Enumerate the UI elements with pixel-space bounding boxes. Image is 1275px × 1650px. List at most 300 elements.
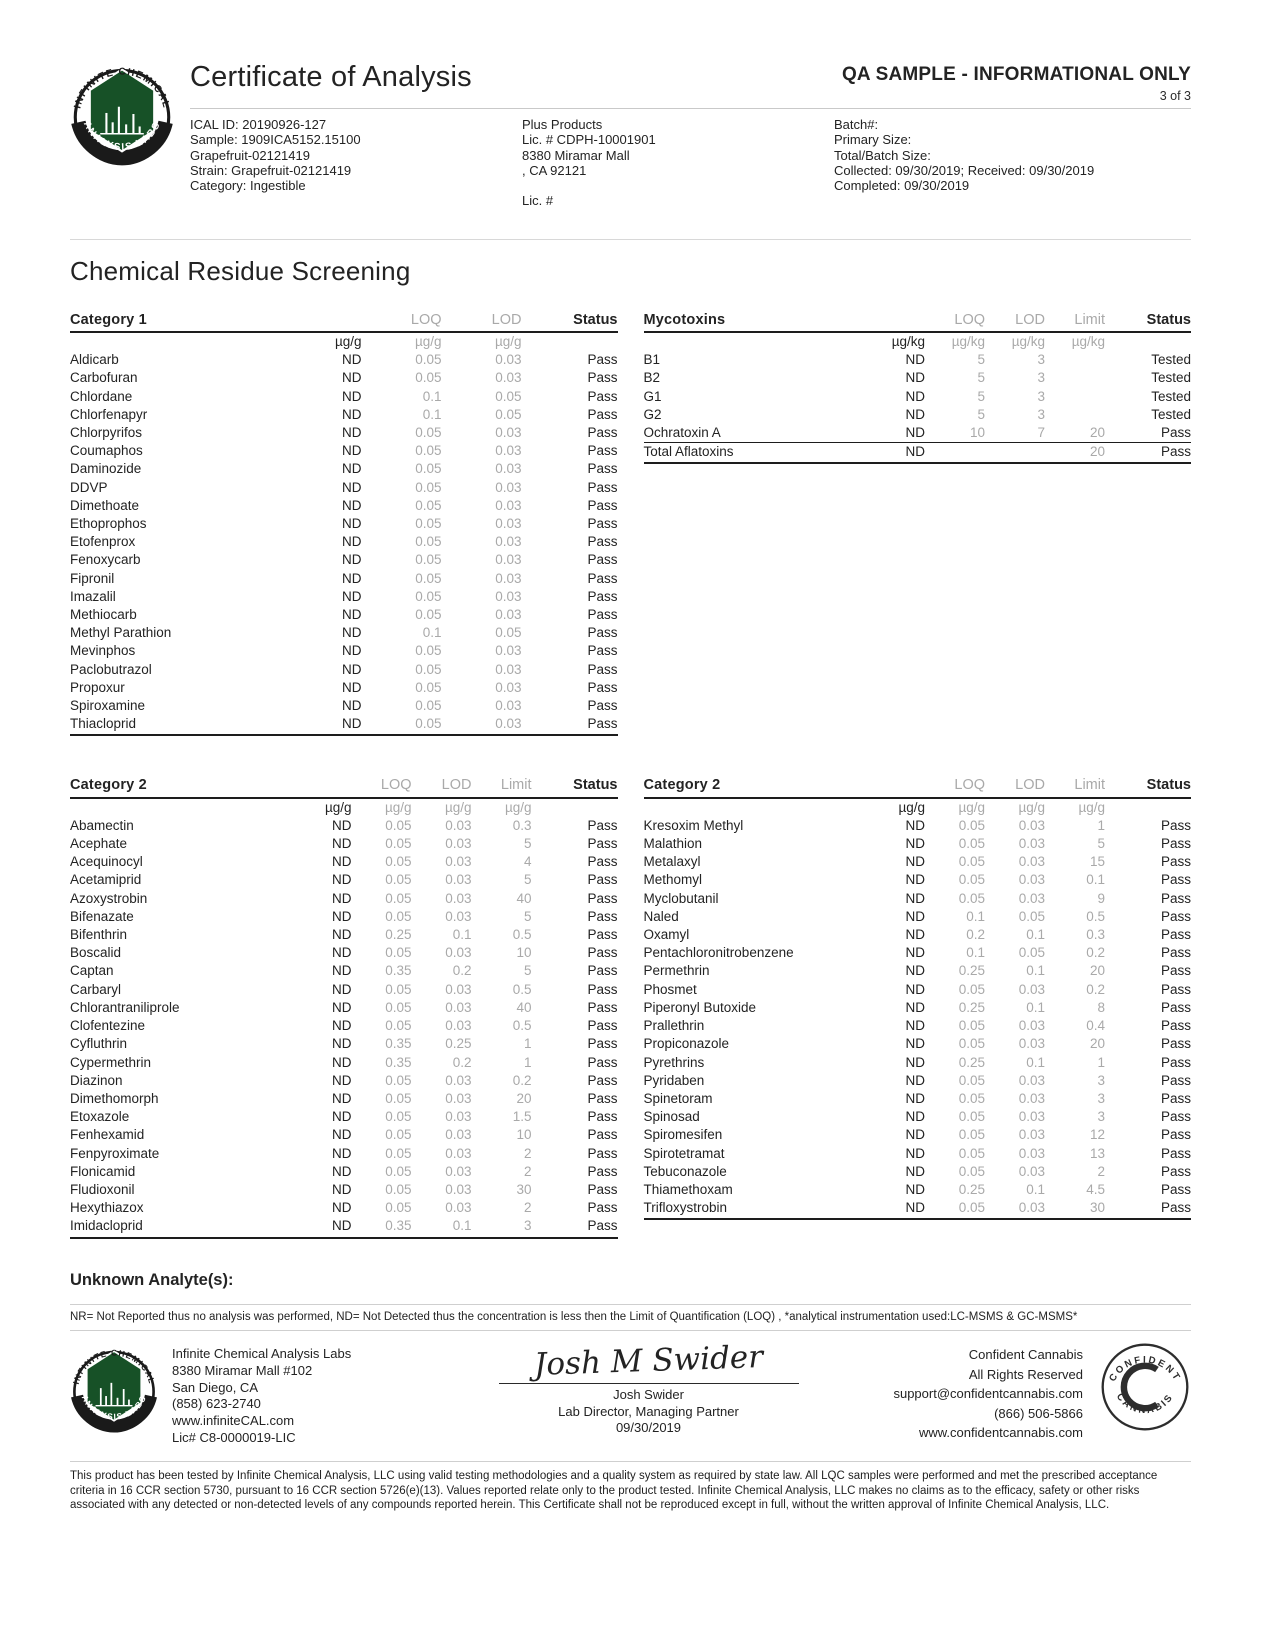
result-value: ND bbox=[342, 497, 362, 513]
analyte-name: Spiroxamine bbox=[70, 698, 146, 714]
analyte-name: Bifenazate bbox=[70, 908, 134, 924]
table-row bbox=[644, 908, 1192, 926]
category2-left-table bbox=[70, 776, 618, 1238]
table-row bbox=[70, 424, 618, 442]
analyte-name: Bifenthrin bbox=[70, 927, 128, 943]
signer-name: Josh Swider bbox=[613, 1387, 684, 1403]
result-value: 0.05 bbox=[385, 1181, 412, 1197]
result-value: ND bbox=[332, 817, 352, 833]
analyte-name: Prallethrin bbox=[643, 1018, 705, 1034]
status-value: Pass bbox=[587, 836, 618, 852]
result-value: 15 bbox=[1089, 854, 1105, 870]
batch-meta-line: Collected: 09/30/2019; Received: 09/30/2019 bbox=[834, 162, 1095, 178]
result-value: 0.05 bbox=[958, 1072, 985, 1088]
result-value: 2 bbox=[1097, 1163, 1105, 1179]
client-meta-line: 8380 Miramar Mall bbox=[522, 147, 630, 163]
analyte-name: Pentachloronitrobenzene bbox=[643, 945, 794, 961]
analyte-name: Phosmet bbox=[643, 981, 697, 997]
result-value: 0.2 bbox=[966, 927, 985, 943]
result-value: 0.25 bbox=[445, 1036, 472, 1052]
status-value: Pass bbox=[1160, 908, 1191, 924]
result-value: 0.03 bbox=[495, 370, 522, 386]
batch-meta-line: Total/Batch Size: bbox=[834, 147, 931, 163]
section-divider bbox=[70, 239, 1191, 240]
status-value: Pass bbox=[587, 1054, 618, 1070]
result-value: 10 bbox=[516, 1127, 532, 1143]
result-value: 0.05 bbox=[958, 981, 985, 997]
result-value: 3 bbox=[1097, 1072, 1105, 1088]
result-value: 5 bbox=[977, 352, 985, 368]
status-value: Pass bbox=[587, 1018, 618, 1034]
table-row bbox=[644, 1163, 1192, 1181]
result-value: 0.4 bbox=[1086, 1018, 1105, 1034]
result-value: ND bbox=[342, 588, 362, 604]
infinite-chemical-logo-icon bbox=[70, 60, 174, 168]
header-main bbox=[190, 60, 1191, 209]
analyte-name: Methyl Parathion bbox=[70, 625, 172, 641]
result-value: 0.03 bbox=[1018, 1109, 1045, 1125]
unit-spacer bbox=[1105, 332, 1191, 351]
unit-spacer bbox=[522, 332, 618, 351]
result-value: ND bbox=[342, 443, 362, 459]
status-value: Pass bbox=[587, 443, 618, 459]
analyte-name: Carbofuran bbox=[70, 370, 138, 386]
analyte-name: Fenoxycarb bbox=[70, 552, 141, 568]
sample-meta-line: Sample: 1909ICA5152.15100 bbox=[190, 132, 361, 148]
unit-label: µg/kg bbox=[891, 333, 925, 349]
result-value: 0.05 bbox=[415, 497, 442, 513]
unit-label: µg/g bbox=[494, 333, 522, 349]
result-value: ND bbox=[905, 1072, 925, 1088]
qa-banner: QA SAMPLE - INFORMATIONAL ONLY bbox=[841, 64, 1191, 85]
result-value: 5 bbox=[977, 370, 985, 386]
lab-contact-line: Lic# C8-0000019-LIC bbox=[172, 1430, 296, 1446]
table-row bbox=[644, 1181, 1192, 1199]
column-header: LOD bbox=[985, 311, 1045, 332]
unit-label: µg/g bbox=[384, 799, 412, 815]
result-value: 0.2 bbox=[1086, 981, 1105, 997]
table-row bbox=[70, 890, 618, 908]
result-value: 5 bbox=[523, 872, 532, 888]
sample-meta-line: ICAL ID: 20190926-127 bbox=[190, 117, 327, 132]
result-value: 3 bbox=[1037, 406, 1045, 422]
unit-spacer bbox=[1105, 798, 1191, 817]
table-row bbox=[644, 369, 1192, 387]
result-value: ND bbox=[905, 1145, 925, 1161]
result-value: 3 bbox=[1037, 388, 1045, 404]
result-value: ND bbox=[342, 352, 362, 368]
result-value: 0.03 bbox=[445, 1145, 472, 1161]
result-value: 0.03 bbox=[445, 1072, 472, 1088]
result-value: 0.05 bbox=[415, 698, 442, 714]
column-header: LOD bbox=[985, 776, 1045, 797]
result-value: 0.05 bbox=[495, 388, 522, 404]
result-value: ND bbox=[905, 836, 925, 852]
result-value: 20 bbox=[1089, 963, 1105, 979]
lab-contact-line: San Diego, CA bbox=[172, 1379, 258, 1395]
analyte-name: G2 bbox=[643, 406, 662, 422]
table-row bbox=[644, 944, 1192, 962]
signature-date: 09/30/2019 bbox=[615, 1420, 682, 1436]
table-row bbox=[70, 1163, 618, 1181]
status-value: Pass bbox=[587, 679, 618, 695]
unit-label: µg/g bbox=[324, 799, 352, 815]
status-value: Pass bbox=[587, 817, 618, 833]
analyte-name: DDVP bbox=[70, 479, 108, 495]
analyte-name: Aldicarb bbox=[70, 352, 119, 368]
result-value: 0.05 bbox=[385, 1127, 412, 1143]
analyte-name: Metalaxyl bbox=[643, 854, 701, 870]
status-value: Pass bbox=[587, 1200, 618, 1216]
result-value: 0.05 bbox=[385, 1145, 412, 1161]
status-value: Pass bbox=[587, 963, 618, 979]
status-value: Pass bbox=[587, 552, 618, 568]
client-meta-line: Lic. # bbox=[522, 193, 554, 209]
result-value: 3 bbox=[1097, 1109, 1105, 1125]
abbreviation-note: NR= Not Reported thus no analysis was performed, ND= Not Detected thus the concentration is less then the Limit of Quantification (LOQ) , *analytical instrumentation used:LC-MSMS & GC-MSMS* bbox=[70, 1304, 1191, 1332]
result-value: 0.05 bbox=[385, 872, 412, 888]
analyte-name: Malathion bbox=[643, 836, 703, 852]
status-value: Pass bbox=[587, 1036, 618, 1052]
status-value: Pass bbox=[587, 406, 618, 422]
analyte-name: Propoxur bbox=[70, 679, 125, 695]
batch-meta-line: Batch#: bbox=[834, 117, 879, 132]
confident-contact-line: www.confidentcannabis.com bbox=[918, 1425, 1083, 1441]
status-value: Pass bbox=[587, 1163, 618, 1179]
analyte-name: Imidacloprid bbox=[70, 1217, 290, 1237]
unit-spacer bbox=[644, 332, 864, 351]
table-row bbox=[644, 1072, 1192, 1090]
result-value: ND bbox=[905, 872, 925, 888]
status-value: Pass bbox=[1160, 854, 1191, 870]
result-value: ND bbox=[332, 872, 352, 888]
column-header: Limit bbox=[1045, 311, 1105, 332]
unit-label: µg/g bbox=[898, 799, 925, 815]
result-value: 13 bbox=[1089, 1145, 1105, 1161]
result-value: 0.05 bbox=[415, 643, 442, 659]
footer-confident-block bbox=[839, 1339, 1191, 1443]
footer-lab-block bbox=[70, 1339, 458, 1447]
result-value: ND bbox=[905, 927, 925, 943]
result-value: 0.1 bbox=[452, 927, 472, 943]
status-value: Pass bbox=[587, 607, 618, 623]
column-header: LOQ bbox=[362, 311, 442, 332]
result-value: 0.03 bbox=[495, 698, 522, 714]
result-value: 0.03 bbox=[495, 643, 522, 659]
result-value: 0.03 bbox=[1018, 854, 1045, 870]
table-row bbox=[644, 1199, 1192, 1219]
sample-meta-line: Category: Ingestible bbox=[190, 178, 306, 194]
confident-cannabis-logo-icon bbox=[1099, 1341, 1191, 1433]
column-header: Status bbox=[1105, 311, 1191, 332]
result-value: 0.35 bbox=[385, 963, 412, 979]
status-value: Pass bbox=[587, 1127, 618, 1143]
analyte-name: Naled bbox=[643, 908, 679, 924]
result-value: ND bbox=[342, 479, 362, 495]
result-value: 0.05 bbox=[415, 534, 442, 550]
lab-contact-line: www.infiniteCAL.com bbox=[172, 1413, 295, 1429]
result-value: ND bbox=[332, 1109, 352, 1125]
status-value: Pass bbox=[587, 1072, 618, 1088]
table-title: Category 2 bbox=[70, 776, 290, 797]
table-row bbox=[70, 442, 618, 460]
analyte-name: Etofenprox bbox=[70, 534, 136, 550]
table-row bbox=[70, 715, 618, 735]
result-value: 3 bbox=[1037, 352, 1045, 368]
result-value: 0.05 bbox=[958, 1036, 985, 1052]
result-value: ND bbox=[905, 1018, 925, 1034]
result-value: 0.03 bbox=[445, 1200, 472, 1216]
result-value: 20 bbox=[1089, 1036, 1105, 1052]
table-row bbox=[70, 570, 618, 588]
client-meta-line: , CA 92121 bbox=[522, 162, 587, 178]
result-value: ND bbox=[332, 1145, 352, 1161]
status-value: Pass bbox=[522, 715, 618, 735]
status-value: Pass bbox=[587, 516, 618, 532]
status-value: Pass bbox=[587, 945, 618, 961]
table-title: Mycotoxins bbox=[644, 311, 864, 332]
analyte-name: Carbaryl bbox=[70, 981, 122, 997]
column-spacer bbox=[863, 776, 925, 797]
result-value: 0.03 bbox=[495, 497, 522, 513]
status-value: Pass bbox=[587, 352, 618, 368]
result-value: 7 bbox=[985, 424, 1045, 443]
unit-spacer bbox=[70, 332, 278, 351]
status-value: Pass bbox=[587, 588, 618, 604]
table-row bbox=[644, 1090, 1192, 1108]
analyte-name: Dimethomorph bbox=[70, 1090, 159, 1106]
lab-contact-line: (858) 623-2740 bbox=[172, 1396, 261, 1412]
result-value: ND bbox=[905, 1127, 925, 1143]
result-value: 0.03 bbox=[445, 908, 472, 924]
result-value: 0.03 bbox=[442, 715, 522, 735]
status-value: Pass bbox=[1160, 817, 1191, 833]
result-value: ND bbox=[332, 908, 352, 924]
table-row bbox=[70, 661, 618, 679]
status-value: Pass bbox=[587, 461, 618, 477]
analyte-name: Chlordane bbox=[70, 388, 133, 404]
category1-table bbox=[70, 311, 618, 737]
result-value: ND bbox=[905, 1181, 925, 1197]
analyte-name: Chlorpyrifos bbox=[70, 425, 143, 440]
client-meta-line bbox=[522, 178, 834, 193]
analyte-name: Paclobutrazol bbox=[70, 661, 152, 677]
table-row bbox=[70, 999, 618, 1017]
table-title: Category 2 bbox=[644, 776, 864, 797]
section-title: Chemical Residue Screening bbox=[70, 255, 411, 286]
table-row bbox=[644, 1017, 1192, 1035]
analyte-name: Spiromesifen bbox=[643, 1127, 723, 1143]
result-value: 0.05 bbox=[415, 679, 442, 695]
result-value: ND bbox=[332, 999, 352, 1015]
analyte-name: Fenhexamid bbox=[70, 1127, 145, 1143]
result-value: 20 bbox=[516, 1090, 532, 1106]
result-value: 0.03 bbox=[495, 516, 522, 532]
unit-spacer bbox=[644, 798, 864, 817]
result-value bbox=[1045, 406, 1105, 424]
header bbox=[70, 60, 1191, 209]
result-value: 0.05 bbox=[385, 1090, 412, 1106]
result-value: ND bbox=[332, 1036, 352, 1052]
result-value: 0.03 bbox=[445, 999, 472, 1015]
analyte-name: Thiacloprid bbox=[70, 715, 278, 735]
unknown-analytes-heading: Unknown Analyte(s): bbox=[70, 1270, 234, 1289]
result-value: ND bbox=[332, 1127, 352, 1143]
result-value: 3 bbox=[472, 1217, 532, 1237]
analyte-name: Trifloxystrobin bbox=[644, 1199, 864, 1219]
table-row bbox=[644, 962, 1192, 980]
result-value: 0.03 bbox=[445, 981, 472, 997]
result-value: 0.2 bbox=[1086, 945, 1105, 961]
result-value: 0.05 bbox=[415, 552, 442, 568]
table-row bbox=[70, 1072, 618, 1090]
result-value: 0.03 bbox=[445, 854, 472, 870]
result-value: 0.03 bbox=[1018, 1090, 1045, 1106]
status-value: Tested bbox=[1151, 370, 1191, 386]
result-value: 0.5 bbox=[1086, 908, 1105, 924]
status-value: Pass bbox=[1160, 1072, 1191, 1088]
column-header: LOD bbox=[412, 776, 472, 797]
result-value: 2 bbox=[523, 1163, 532, 1179]
column-spacer bbox=[290, 776, 352, 797]
lab-contact-line: 8380 Miramar Mall #102 bbox=[172, 1362, 313, 1378]
confident-contact-line: support@confidentcannabis.com bbox=[893, 1386, 1083, 1402]
result-value: 0.03 bbox=[495, 352, 522, 368]
result-value: 0.3 bbox=[512, 817, 532, 833]
result-value: 0.1 bbox=[966, 945, 985, 961]
result-value: 0.05 bbox=[362, 715, 442, 735]
signature-block bbox=[458, 1339, 839, 1437]
result-value: 0.03 bbox=[1018, 1036, 1045, 1052]
table-row bbox=[70, 908, 618, 926]
result-value: 0.35 bbox=[385, 1036, 412, 1052]
table-row bbox=[644, 835, 1192, 853]
result-value: ND bbox=[863, 443, 925, 464]
result-value: 0.03 bbox=[445, 1090, 472, 1106]
result-value: 0.03 bbox=[495, 479, 522, 495]
result-value: 0.03 bbox=[495, 588, 522, 604]
result-value: 2 bbox=[523, 1145, 532, 1161]
lab-contact-line: Infinite Chemical Analysis Labs bbox=[172, 1346, 352, 1362]
result-value: 0.05 bbox=[385, 1163, 412, 1179]
result-value: ND bbox=[342, 698, 362, 714]
result-value: 0.25 bbox=[958, 1054, 985, 1070]
result-value: 0.03 bbox=[445, 836, 472, 852]
result-value: 4 bbox=[523, 854, 532, 870]
status-value: Pass bbox=[1160, 1036, 1191, 1052]
table-row bbox=[70, 624, 618, 642]
lab-contact bbox=[172, 1343, 351, 1447]
result-value: ND bbox=[905, 817, 925, 833]
result-value: 0.1 bbox=[1026, 963, 1045, 979]
result-value: 0.05 bbox=[958, 854, 985, 870]
status-value: Pass bbox=[587, 370, 618, 386]
result-value: 1 bbox=[523, 1054, 532, 1070]
column-header: Limit bbox=[472, 776, 532, 797]
analyte-name: Azoxystrobin bbox=[70, 890, 148, 906]
result-value: ND bbox=[905, 388, 925, 404]
status-value: Pass bbox=[1160, 890, 1191, 906]
table-row bbox=[644, 388, 1192, 406]
result-value: ND bbox=[342, 461, 362, 477]
result-value: 0.03 bbox=[445, 872, 472, 888]
result-value bbox=[985, 443, 1045, 464]
result-value: 0.5 bbox=[512, 981, 532, 997]
sample-meta-line: Strain: Grapefruit-02121419 bbox=[190, 162, 352, 178]
result-value: 0.03 bbox=[1018, 1072, 1045, 1088]
table-row bbox=[70, 588, 618, 606]
result-value: 0.03 bbox=[445, 890, 472, 906]
status-value: Pass bbox=[587, 981, 618, 997]
table-row bbox=[644, 999, 1192, 1017]
result-value: 10 bbox=[516, 945, 532, 961]
mycotoxins-table bbox=[644, 311, 1192, 465]
table-row bbox=[70, 497, 618, 515]
table-row bbox=[70, 388, 618, 406]
analyte-name: Spirotetramat bbox=[643, 1145, 725, 1161]
table-row bbox=[70, 1017, 618, 1035]
signature-handwriting: Josh M Swider bbox=[533, 1339, 764, 1384]
result-value: ND bbox=[905, 1036, 925, 1052]
status-value: Pass bbox=[1160, 963, 1191, 979]
analyte-name: Thiamethoxam bbox=[643, 1181, 733, 1197]
status-value: Pass bbox=[1160, 1018, 1191, 1034]
result-value: 0.05 bbox=[925, 1199, 985, 1219]
status-value: Pass bbox=[532, 1217, 618, 1237]
table-row bbox=[644, 351, 1192, 369]
result-value: 20 bbox=[1045, 443, 1105, 464]
result-value: 0.05 bbox=[385, 1109, 412, 1125]
result-value: ND bbox=[342, 607, 362, 623]
table-row bbox=[70, 697, 618, 715]
table-row bbox=[70, 835, 618, 853]
table-row bbox=[70, 962, 618, 980]
result-value: 0.05 bbox=[385, 854, 412, 870]
status-value: Pass bbox=[587, 908, 618, 924]
status-value: Pass bbox=[1105, 1199, 1191, 1219]
status-value: Pass bbox=[1160, 1145, 1191, 1161]
result-value: ND bbox=[332, 927, 352, 943]
result-value: ND bbox=[332, 1181, 352, 1197]
status-value: Pass bbox=[587, 534, 618, 550]
result-value: 0.05 bbox=[385, 836, 412, 852]
result-value: 0.05 bbox=[415, 461, 442, 477]
result-value: 0.05 bbox=[385, 1072, 412, 1088]
table-title: Category 1 bbox=[70, 311, 278, 332]
status-value: Pass bbox=[587, 643, 618, 659]
analyte-name: Permethrin bbox=[643, 963, 710, 979]
table-row bbox=[70, 1217, 618, 1237]
table-row bbox=[644, 871, 1192, 889]
result-value: 0.03 bbox=[445, 1127, 472, 1143]
unit-label: µg/g bbox=[504, 799, 532, 815]
status-value: Pass bbox=[1160, 1054, 1191, 1070]
status-value: Tested bbox=[1151, 388, 1191, 404]
analyte-name: Tebuconazole bbox=[643, 1163, 727, 1179]
result-value: 0.05 bbox=[415, 570, 442, 586]
analyte-name: Chlorfenapyr bbox=[70, 406, 148, 422]
result-value: ND bbox=[278, 715, 362, 735]
result-value: ND bbox=[905, 890, 925, 906]
result-value: 0.5 bbox=[512, 927, 532, 943]
status-value: Pass bbox=[1160, 981, 1191, 997]
status-value: Pass bbox=[1160, 1109, 1191, 1125]
result-value: 0.03 bbox=[1018, 890, 1045, 906]
status-value: Pass bbox=[587, 872, 618, 888]
result-value: ND bbox=[332, 981, 352, 997]
result-value: 0.05 bbox=[385, 1200, 412, 1216]
analyte-name: Ethoprophos bbox=[70, 516, 147, 532]
